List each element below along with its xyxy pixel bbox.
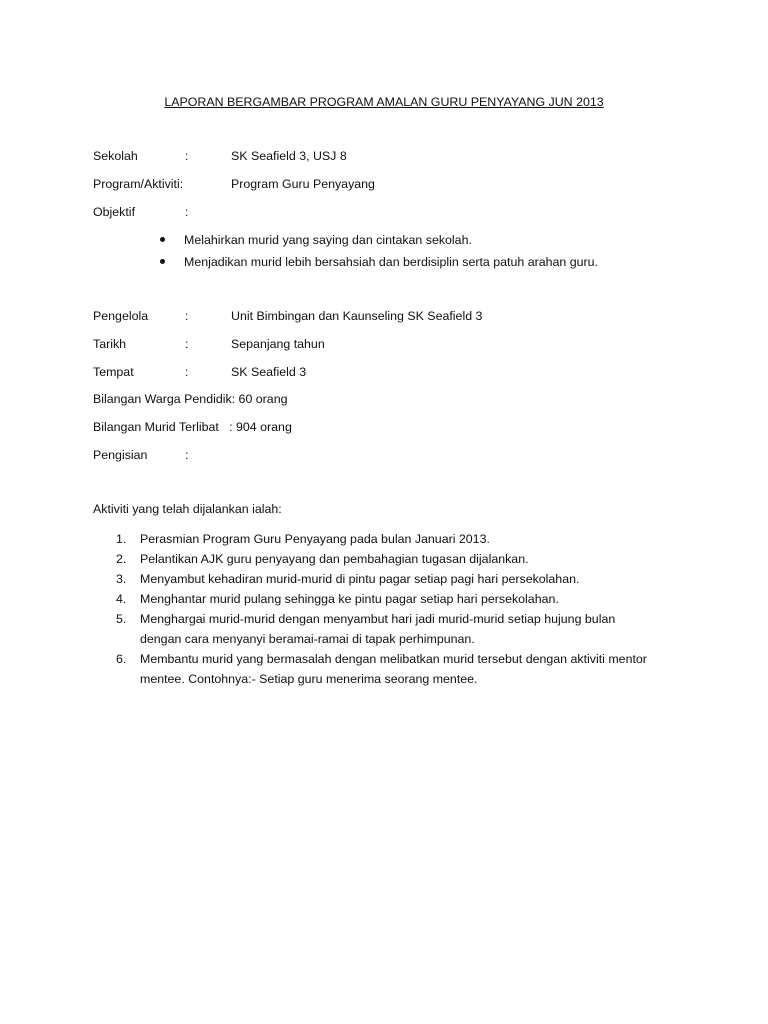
field-label: Program/Aktiviti: [93,177,184,191]
field-label: Tarikh [93,337,127,351]
field-value: Unit Bimbingan dan Kaunseling SK Seafield 3 [231,309,483,323]
field-colon: : [185,448,189,462]
report-title: LAPORAN BERGAMBAR PROGRAM AMALAN GURU PENYAYANG JUN 2013 [164,95,604,109]
item-number: 3. [116,572,127,586]
item-number: 1. [116,532,127,546]
field-value: Program Guru Penyayang [231,177,375,191]
field-label: Tempat [93,365,134,379]
field-colon: : [185,337,189,351]
item-number: 4. [116,592,127,606]
activity-text: Perasmian Program Guru Penyayang pada bulan Januari 2013. [140,532,490,546]
list-item [160,232,598,248]
field-value: SK Seafield 3 [231,365,307,379]
field-colon: : [185,149,189,163]
activity-text: Membantu murid yang bermasalah dengan melibatkan murid tersebut dengan aktiviti mentor mentee. Contohnya:- Setiap guru menerima seorang mentee. [140,652,647,686]
activity-text: Menghantar murid pulang sehingga ke pintu pagar setiap hari persekolahan. [140,592,559,606]
objective-text: Menjadikan murid lebih bersahsiah dan berdisiplin serta patuh arahan guru. [184,255,598,269]
list-item [116,529,656,549]
activity-text: Pelantikan AJK guru penyayang dan pembahagian tugasan dijalankan. [140,552,529,566]
field-label: Pengelola [93,309,149,323]
item-number: 5. [116,612,127,626]
activities-intro: Aktiviti yang telah dijalankan ialah: [93,502,282,516]
field-bilangan-warga: Bilangan Warga Pendidik: 60 orang [93,392,288,406]
activities-list [116,529,656,689]
activity-text: Menghargai murid-murid dengan menyambut hari jadi murid-murid setiap hujung bulan dengan cara menyanyi beramai-ramai di tapak perhimpunan. [140,612,616,646]
list-item [116,589,656,609]
objective-text: Melahirkan murid yang saying dan cintakan sekolah. [184,233,472,247]
field-value: Sepanjang tahun [231,337,325,351]
field-label: Pengisian [93,448,148,462]
list-item [116,549,656,569]
item-number: 2. [116,552,127,566]
field-colon: : [185,309,189,323]
field-label: Sekolah [93,149,138,163]
list-item [160,254,598,270]
field-value: SK Seafield 3, USJ 8 [231,149,347,163]
objectives-list [160,232,598,276]
activity-text: Menyambut kehadiran murid-murid di pintu pagar setiap pagi hari persekolahan. [140,572,580,586]
field-colon: : [185,365,189,379]
list-item [116,569,656,589]
field-label: Objektif [93,205,136,219]
list-item [116,649,656,689]
field-colon: : [185,205,189,219]
field-bilangan-murid: Bilangan Murid Terlibat : 904 orang [93,420,292,434]
bullet-icon [160,237,165,242]
list-item [116,609,656,649]
bullet-icon [160,259,165,264]
item-number: 6. [116,652,127,666]
